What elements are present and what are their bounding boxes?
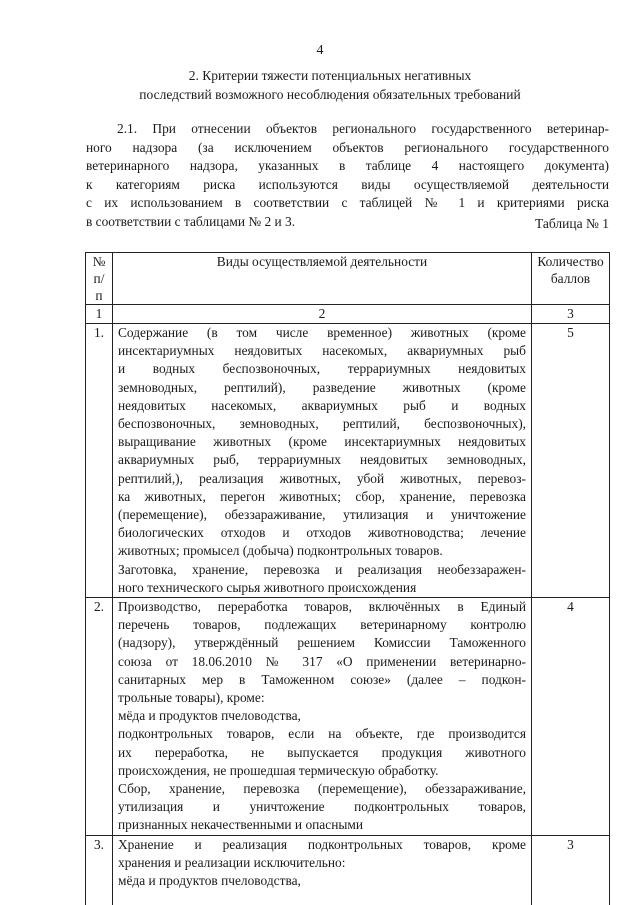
row-line: подконтрольных товаров, если на объекте, где производится [118,726,526,742]
row-points: 3 [532,835,610,905]
row-line: мёда и продуктов пчеловодства, [118,708,301,724]
row-line: утилизация и уничтожение подконтрольных товаров, [118,799,526,815]
row-line: союза от 18.06.2010 № 317 «О применении ветеринарно- [118,653,526,669]
row-number: 1. [86,324,113,598]
intro-line-1: 2.1. При отнесении объектов регионального государственного ветеринар- [117,121,609,136]
row-line: рептилий,), реализация животных, убой животных, перевоз- [118,470,526,486]
row-line: санитарных мер в Таможенном союзе» (далее – подкон- [118,671,526,687]
column-number-3: 3 [532,305,610,324]
table-row [86,324,610,598]
row-activity [113,324,532,598]
row-line: хранения и реализации исключительно: [118,854,346,870]
table-row [86,598,610,836]
column-number-1: 1 [86,305,113,324]
row-line: и водных беспозвоночных, террариумных неядовитых [118,361,526,377]
intro-line-2: ного надзора (за исключением объектов регионального государственного [86,139,609,155]
row-line: Содержание (в том числе временное) животных (кроме [118,325,526,340]
row-line: перечень товаров, подлежащих ветеринарному контролю [118,617,526,633]
intro-line-3: ветеринарного надзора, указанных в таблице 4 настоящего документа) [86,158,609,173]
criteria-table [85,252,610,905]
row-line: признанных некачественными и опасными [118,817,363,833]
row-line: инсектариумных неядовитых насекомых, аквариумных рыб [118,343,526,359]
page-number: 4 [316,43,324,58]
header-points-line-1: Количество [537,254,604,269]
row-line: ного технического сырья животного происхождения [118,579,417,595]
section-heading [100,66,560,104]
row-activity [113,598,532,836]
row-line: животных; промысел (добыча) подконтрольных товаров. [118,543,443,559]
column-number-row [86,305,610,324]
row-line: ка животных, перегон животных; сбор, хранение, перевозка [118,488,526,504]
row-line: Производство, переработка товаров, включённых в Единый [118,599,526,615]
row-line: неядовитых насекомых, аквариумных рыб и водных [118,397,526,413]
table-header-row [86,253,610,305]
section-heading-line-2: последствий возможного несоблюдения обязательных требований [139,87,521,102]
row-line: беспозвоночных, земноводных, рептилий, беспозвоночных), [118,416,526,432]
intro-line-5: с их использованием в соответствии с таблицей № 1 и критериями риска [86,195,609,210]
table-caption: Таблица № 1 [535,216,609,231]
row-line: аквариумных рыб, террариумных неядовитых земноводных, [118,452,526,468]
row-line: земноводных, рептилий), разведение животных (кроме [118,379,526,395]
row-line: Хранение и реализация подконтрольных товаров, кроме [118,836,526,852]
header-points-line-2: баллов [550,271,591,286]
row-line: Заготовка, хранение, перевозка и реализация необеззаражен- [118,561,526,577]
row-activity [113,835,532,905]
intro-line-4: к категориям риска используются виды осуществляемой деятельности [86,176,609,192]
row-line: трольные товары), кроме: [118,690,265,706]
row-points: 5 [532,324,610,598]
row-number: 2. [86,598,113,836]
column-number-2: 2 [113,305,532,324]
row-line: мёда и продуктов пчеловодства, [118,873,301,889]
header-number-line-2: п/п [93,271,105,303]
row-line: происхождения, не прошедшая термическую обработку. [118,762,439,778]
row-number: 3. [86,835,113,905]
intro-paragraph [86,120,609,231]
row-line: выращивание животных (кроме инсектариумных неядовитых [118,434,526,450]
row-line: (надзору), утверждённый решением Комиссии Таможенного [118,635,526,651]
header-activity: Виды осуществляемой деятельности [113,253,532,305]
row-line: биологических отходов и отходов животноводства; лечение [118,525,526,541]
row-line: Сбор, хранение, перевозка (перемещение), обеззараживание, [118,781,526,797]
row-line: (перемещение), обеззараживание, утилизация и уничтожение [118,507,526,523]
table-row [86,835,610,905]
header-points [532,253,610,305]
row-line: их переработка, не выпускается продукция животного [118,744,526,760]
row-points: 4 [532,598,610,836]
section-heading-line-1: 2. Критерии тяжести потенциальных негативных [188,68,472,83]
intro-line-6: в соответствии с таблицами № 2 и 3. [86,213,296,229]
header-number [86,253,113,305]
header-number-line-1: № [92,254,106,269]
